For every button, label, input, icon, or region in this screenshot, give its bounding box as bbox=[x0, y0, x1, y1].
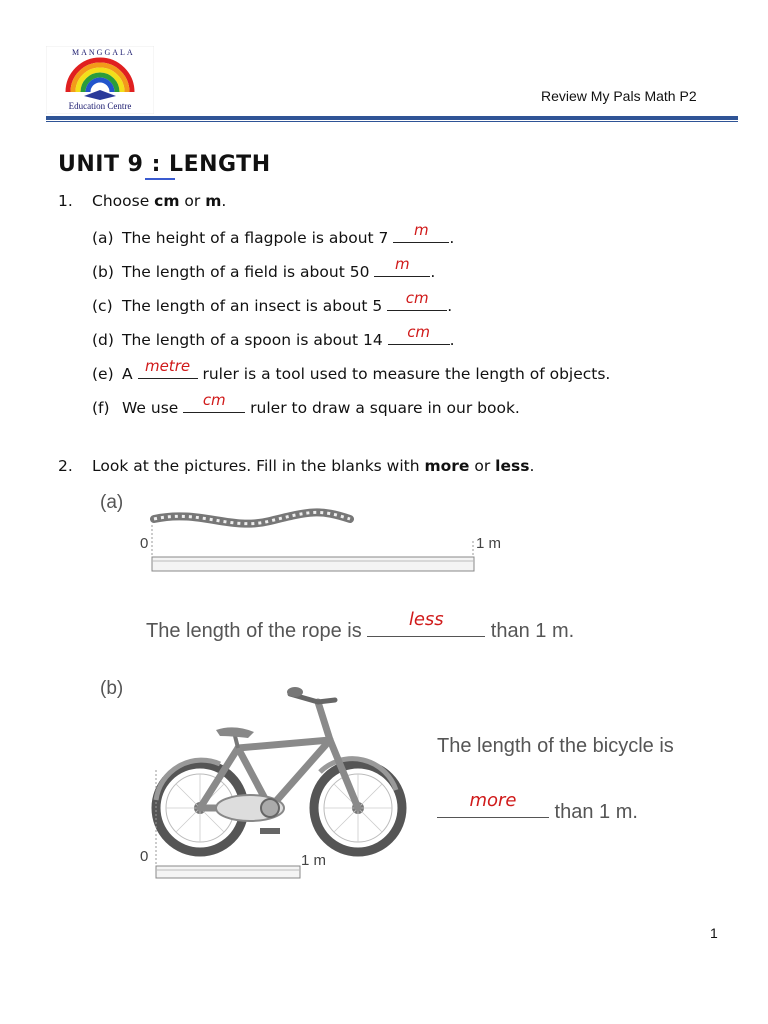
logo-arc-text: MANGGALA bbox=[72, 48, 135, 57]
q1-answer: m bbox=[395, 255, 410, 273]
q1-item-text-post: . bbox=[449, 229, 455, 247]
q1-item-text-post: . bbox=[449, 331, 455, 349]
page-number: 1 bbox=[710, 925, 718, 941]
q2a-one-metre-label: 1 m bbox=[476, 535, 502, 552]
q2b-sentence-line2: more than 1 m. bbox=[437, 796, 638, 824]
header-rule bbox=[46, 116, 738, 120]
q1-item bbox=[92, 323, 455, 349]
q1-item-text-pre: The length of a field is about 50 bbox=[122, 263, 375, 281]
q2b-one-metre-label: 1 m bbox=[301, 852, 327, 869]
q1-number: 1. bbox=[58, 192, 73, 210]
q2-prompt bbox=[0, 457, 768, 479]
q1-answer: cm bbox=[202, 391, 226, 409]
q2-text: Look at the pictures. Fill in the blanks with more or less. bbox=[92, 457, 535, 475]
logo-sub-text: Education Centre bbox=[68, 101, 132, 111]
bicycle-icon bbox=[150, 680, 412, 878]
rope-ruler-icon bbox=[140, 505, 490, 577]
q1-item-label: (d) bbox=[92, 331, 114, 349]
q2b-answer-blank[interactable] bbox=[437, 790, 549, 818]
q2a-sentence: The length of the rope is less than 1 m. bbox=[146, 609, 575, 642]
q1-item-text-pre: The length of a spoon is about 14 bbox=[122, 331, 388, 349]
q2a-label: (a) bbox=[100, 492, 124, 513]
q1-item-label: (f) bbox=[92, 399, 110, 417]
q1-item bbox=[92, 255, 436, 281]
q1-item-label: (e) bbox=[92, 365, 114, 383]
q1-item-text-pre: The height of a flagpole is about 7 bbox=[122, 229, 394, 247]
q1-text: Choose cm or m. bbox=[92, 192, 227, 210]
q1-answer-blank[interactable] bbox=[138, 357, 198, 379]
logo bbox=[46, 46, 154, 114]
unit-title: UNIT 9 : LENGTH bbox=[58, 152, 271, 177]
unit-title-mark bbox=[145, 178, 175, 180]
q1-item-label: (a) bbox=[92, 229, 114, 247]
q1-answer-blank[interactable] bbox=[393, 221, 449, 243]
q1-item-text-pre: We use bbox=[122, 399, 184, 417]
q2b-zero-label: 0 bbox=[140, 848, 149, 865]
q1-answer-blank[interactable] bbox=[387, 289, 447, 311]
q2a-answer-blank[interactable] bbox=[367, 609, 485, 637]
q1-item-text-post: . bbox=[447, 297, 453, 315]
q1-item bbox=[92, 391, 520, 417]
q1-answer: cm bbox=[407, 323, 431, 341]
q2b-label: (b) bbox=[100, 678, 124, 699]
q1-item-text-post: . bbox=[430, 263, 436, 281]
q2a-answer: less bbox=[408, 609, 444, 630]
q1-item-text-post: ruler is a tool used to measure the length of objects. bbox=[197, 365, 611, 383]
q1-item-text-pre: The length of an insect is about 5 bbox=[122, 297, 388, 315]
q1-answer-blank[interactable] bbox=[388, 323, 450, 345]
q2a-zero-label: 0 bbox=[140, 535, 149, 552]
q1-answer: cm bbox=[405, 289, 429, 307]
q1-item-label: (c) bbox=[92, 297, 113, 315]
q1-item bbox=[92, 357, 611, 383]
q1-answer-blank[interactable] bbox=[183, 391, 245, 413]
q2b-sentence-line1: The length of the bicycle is bbox=[437, 735, 674, 757]
q1-item-text-post: ruler to draw a square in our book. bbox=[245, 399, 520, 417]
q1-answer: m bbox=[414, 221, 429, 239]
q1-item-label: (b) bbox=[92, 263, 114, 281]
q1-item bbox=[92, 289, 453, 315]
q1-answer-blank[interactable] bbox=[374, 255, 430, 277]
header-title: Review My Pals Math P2 bbox=[541, 88, 697, 104]
q1-prompt bbox=[0, 192, 768, 214]
q2-number: 2. bbox=[58, 457, 73, 475]
q1-item bbox=[92, 221, 455, 247]
short-ruler-icon bbox=[150, 862, 304, 880]
q2b-answer: more bbox=[469, 790, 517, 811]
header-rule-thin bbox=[46, 121, 738, 122]
q1-item-text-pre: A bbox=[122, 365, 138, 383]
q1-answer: metre bbox=[144, 357, 191, 375]
